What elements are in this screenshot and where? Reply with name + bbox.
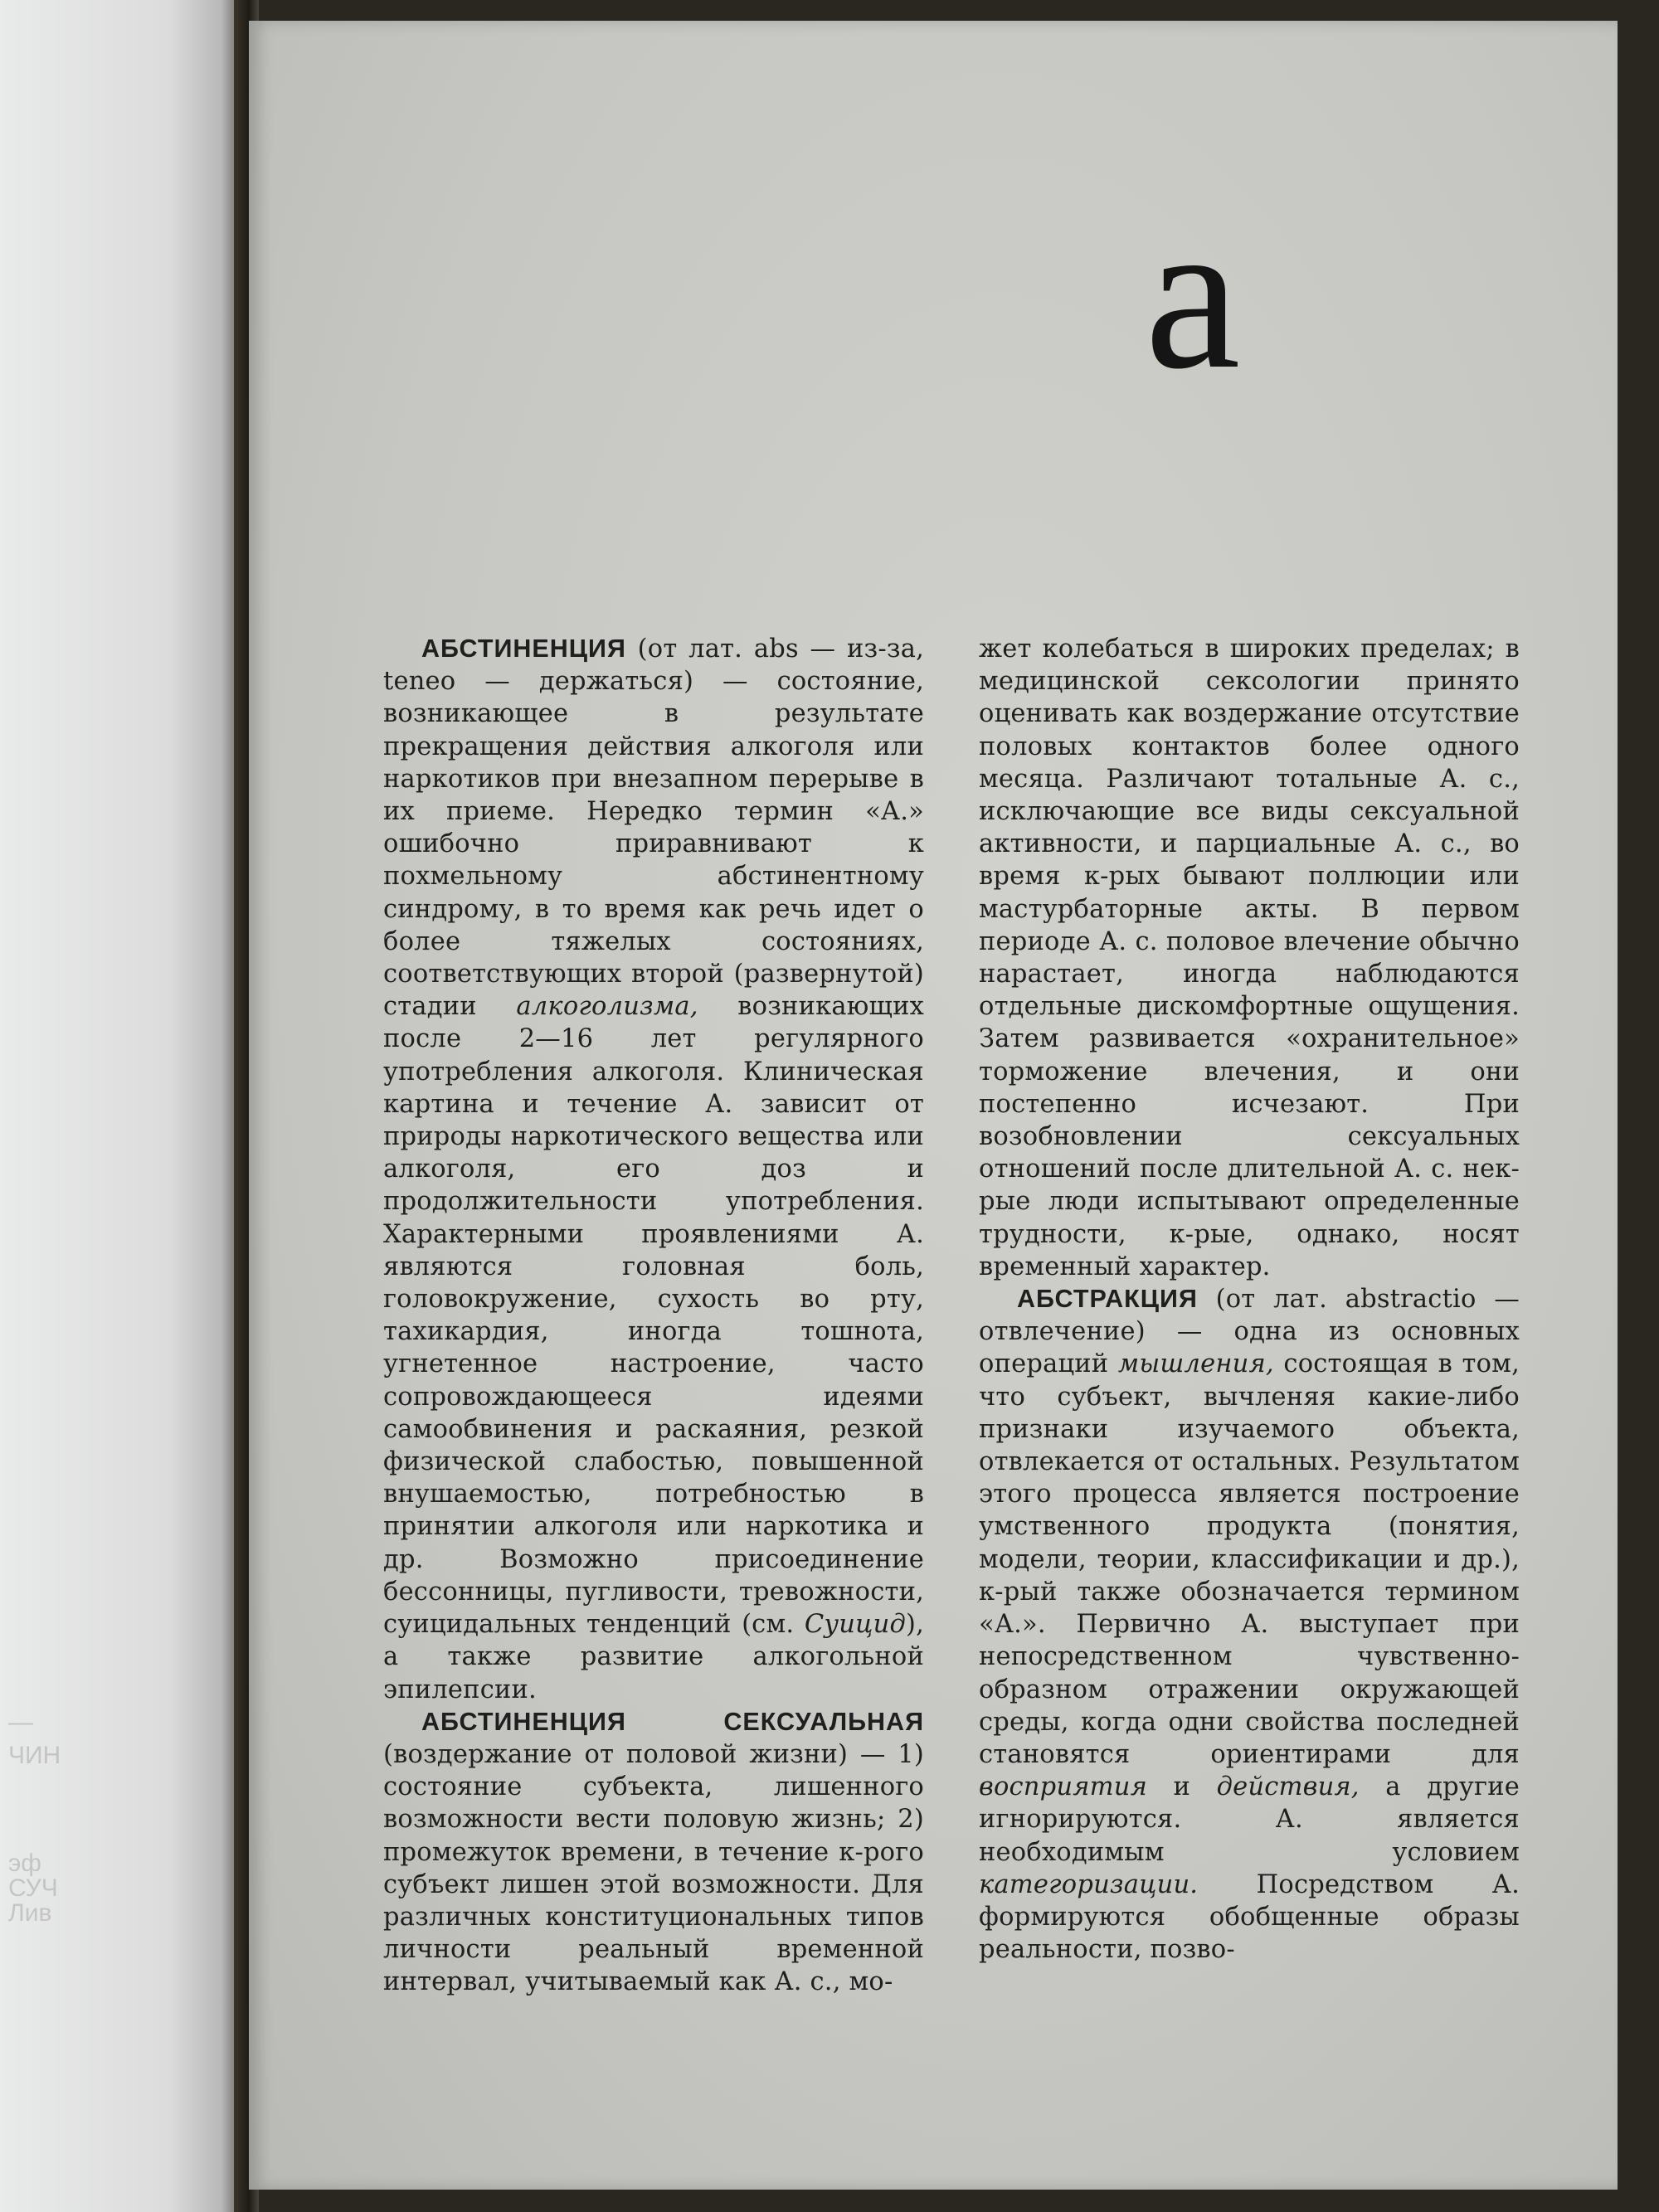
entry-text: и: [1146, 1772, 1217, 1802]
section-letter: а: [1145, 175, 1241, 414]
left-page: [0, 0, 241, 2212]
entry-text: возникающих после 2—16 лет регулярного употребления алкоголя. Клиническая картина и течение А. зависит от природы наркотического вещества или алкоголя, его доз и продолжительности употребления. Характерными проявлениями А. являются головная боль, головокружение, сухость во рту, тахикардия, иногда тошнота, угнетенное настроение, часто сопровождающееся идеями самообвинения и раскаяния, резкой физической слабостью, повышенной внушаемостью, потребностью в принятии алкоголя или наркотика и др. Возможно присоединение бессонницы, пугливости, тревожности, суицидальных тенденций (см.: [383, 992, 925, 1640]
bleed-text: СУЧ: [8, 1874, 58, 1902]
book-page: [249, 21, 1618, 2190]
text-column-right: [979, 633, 1520, 1966]
entry-cross-reference: мышления,: [1117, 1349, 1274, 1379]
entry-headword: АБСТРАКЦИЯ: [1017, 1285, 1198, 1314]
entry-headword: АБСТИНЕНЦИЯ СЕКСУАЛЬНАЯ: [421, 1707, 924, 1736]
entry-text: Посредством А. формируются обобщенные образы реальности, позво-: [979, 1869, 1520, 1965]
bleed-text: Лив: [8, 1899, 52, 1927]
entry-headword: АБСТИНЕНЦИЯ: [421, 634, 626, 663]
bleed-text: ЧИН: [8, 1742, 61, 1769]
text-column-left: [383, 633, 924, 1999]
entry-text: а другие игнорируются. А. является необходимым условием: [979, 1772, 1520, 1867]
entry-cross-reference: Суицид: [804, 1610, 906, 1640]
entry-text: (от лат. abstractio — отвлечение) — одна из основных операций: [979, 1285, 1520, 1379]
entry-cross-reference: действия,: [1216, 1772, 1360, 1802]
entry-text: (воздержание от половой жизни) — 1) состояние субъекта, лишенного возможности вести половую жизнь; 2) промежуток времени, в течение к-рого субъект лишен этой возможности. Для различных конституциональных типов личности реальный временной интервал, учитываемый как А. с., мо-: [383, 1739, 924, 1997]
dictionary-entry: [979, 1283, 1520, 1966]
entry-text: состоящая в том, что субъект, вычленяя какие-либо признаки изучаемого объекта, отвлекается от остальных. Результатом этого процесса является построение умственного продукта (понятия, модели, теории, классификации и др.), к-рый также обозначается термином «А.». Первично А. выступает при непосредственном чувственно-образном отражении окружающей среды, когда одни свойства последней становятся ориентирами для: [979, 1349, 1520, 1769]
entry-cross-reference: категоризации.: [979, 1869, 1199, 1899]
dictionary-entry: [383, 633, 924, 1706]
bleed-text: эф: [8, 1850, 41, 1877]
entry-text: (от лат. abs — из-за, teneo — держаться) — состояние, возникающее в результате прекращения действия алкоголя или наркотиков при внезапном перерыве в их приеме. Нередко термин «А.» ошибочно приравнивают к похмельному абстинентному синдрому, в то время как речь идет о более тяжелых состояниях, соответствующих второй (развернутой) стадии: [383, 634, 924, 1022]
entry-text: ), а также развитие алкогольной эпилепсии.: [383, 1610, 924, 1704]
dictionary-entry: [383, 1706, 924, 1999]
entry-continuation: жет колебаться в широких пределах; в медицинской сексологии принято оценивать как воздержание отсутствие половых контактов более одного месяца. Различают тотальные А. с., исключающие все виды сексуальной активности, и парциальные А. с., во время к-рых бывают поллюции или мастурбаторные акты. В первом периоде А. с. половое влечение обычно нарастает, иногда наблюдаются отдельные дискомфортные ощущения. Затем развивается «охранительное» торможение влечения, и они постепенно исчезают. При возобновлении сексуальных отношений после длительной А. с. нек-рые люди испытывают определенные трудности, к-рые, однако, носят временный характер.: [979, 634, 1520, 1281]
entry-cross-reference: алкоголизма,: [516, 992, 698, 1022]
entry-cross-reference: восприятия: [979, 1772, 1147, 1802]
bleed-text: —: [8, 1709, 33, 1736]
